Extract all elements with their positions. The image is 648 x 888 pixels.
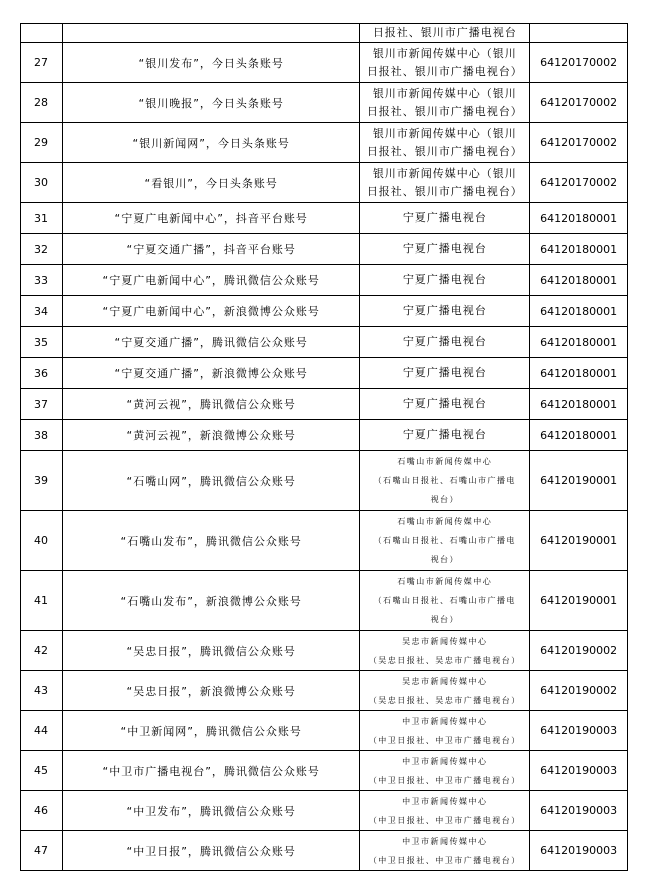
table-row bbox=[20, 451, 628, 511]
table-row bbox=[20, 671, 628, 711]
organization bbox=[360, 831, 530, 870]
table-row bbox=[20, 389, 628, 420]
organization bbox=[360, 163, 530, 202]
table-row bbox=[20, 24, 628, 43]
table-row bbox=[20, 203, 628, 234]
row-number: 29 bbox=[21, 123, 63, 162]
registration-code: 64120170002 bbox=[530, 163, 628, 202]
table-row bbox=[20, 571, 628, 631]
org-line: 日报社、银川市广播电视台 bbox=[372, 26, 517, 39]
account-name: “黄河云视”，新浪微博公众账号 bbox=[63, 420, 361, 450]
org-line: （石嘴山日报社、石嘴山市广播电 bbox=[373, 476, 517, 485]
account-name: “宁夏交通广播”，抖音平台账号 bbox=[63, 234, 361, 264]
account-name bbox=[63, 24, 361, 42]
table-row bbox=[20, 831, 628, 871]
account-name: “石嘴山发布”，腾讯微信公众账号 bbox=[63, 511, 361, 570]
org-line: （中卫日报社、中卫市广播电视台） bbox=[368, 815, 521, 825]
registration-code: 64120190003 bbox=[530, 711, 628, 750]
registration-code: 64120180001 bbox=[530, 265, 628, 295]
account-name: “吴忠日报”，新浪微博公众账号 bbox=[63, 671, 361, 710]
organization bbox=[360, 24, 530, 42]
org-line: 银川市新闻传媒中心（银川 bbox=[372, 126, 517, 140]
table-row bbox=[20, 123, 628, 163]
registration-code: 64120190002 bbox=[530, 631, 628, 670]
registration-code: 64120190003 bbox=[530, 791, 628, 830]
registration-code: 64120190002 bbox=[530, 671, 628, 710]
row-number: 44 bbox=[21, 711, 63, 750]
org-line: 宁夏广播电视台 bbox=[402, 428, 487, 441]
org-line: （石嘴山日报社、石嘴山市广播电 bbox=[373, 596, 517, 605]
table-row bbox=[20, 631, 628, 671]
table-body bbox=[20, 43, 628, 871]
row-number: 35 bbox=[21, 327, 63, 357]
registration-code: 64120170002 bbox=[530, 123, 628, 162]
row-number: 36 bbox=[21, 358, 63, 388]
org-line: 宁夏广播电视台 bbox=[402, 273, 487, 286]
org-line: （吴忠日报社、吴忠市广播电视台） bbox=[368, 655, 521, 665]
org-line: （中卫日报社、中卫市广播电视台） bbox=[368, 855, 521, 865]
organization bbox=[360, 791, 530, 830]
registration-code: 64120180001 bbox=[530, 389, 628, 419]
organization bbox=[360, 389, 530, 419]
table-row bbox=[20, 711, 628, 751]
table-row bbox=[20, 358, 628, 389]
org-line: 宁夏广播电视台 bbox=[402, 366, 487, 379]
row-number: 42 bbox=[21, 631, 63, 670]
account-name: “中卫市广播电视台”，腾讯微信公众账号 bbox=[63, 751, 361, 790]
org-line: （石嘴山日报社、石嘴山市广播电 bbox=[373, 536, 517, 545]
org-line: 银川市新闻传媒中心（银川 bbox=[372, 86, 517, 100]
org-line: 石嘴山市新闻传媒中心 bbox=[397, 577, 493, 586]
account-name: “黄河云视”，腾讯微信公众账号 bbox=[63, 389, 361, 419]
row-number: 31 bbox=[21, 203, 63, 233]
row-number: 39 bbox=[21, 451, 63, 510]
org-line: 宁夏广播电视台 bbox=[402, 335, 487, 348]
org-line: 视台） bbox=[430, 555, 460, 564]
table-row bbox=[20, 296, 628, 327]
row-number: 43 bbox=[21, 671, 63, 710]
table-row bbox=[20, 234, 628, 265]
registration-code: 64120180001 bbox=[530, 296, 628, 326]
registration-code bbox=[530, 24, 628, 42]
org-line: 中卫市新闻传媒中心 bbox=[402, 796, 488, 806]
org-line: 宁夏广播电视台 bbox=[402, 242, 487, 255]
account-name: “宁夏广电新闻中心”，抖音平台账号 bbox=[63, 203, 361, 233]
account-name: “银川晚报”，今日头条账号 bbox=[63, 83, 361, 122]
row-number bbox=[21, 24, 63, 42]
row-number: 27 bbox=[21, 43, 63, 82]
organization bbox=[360, 358, 530, 388]
org-line: 中卫市新闻传媒中心 bbox=[402, 836, 488, 846]
organization bbox=[360, 265, 530, 295]
org-line: 宁夏广播电视台 bbox=[402, 397, 487, 410]
organization bbox=[360, 671, 530, 710]
account-name: “宁夏广电新闻中心”，腾讯微信公众账号 bbox=[63, 265, 361, 295]
organization bbox=[360, 123, 530, 162]
row-number: 33 bbox=[21, 265, 63, 295]
row-number: 45 bbox=[21, 751, 63, 790]
row-number: 38 bbox=[21, 420, 63, 450]
org-line: 石嘴山市新闻传媒中心 bbox=[397, 517, 493, 526]
organization bbox=[360, 327, 530, 357]
table-row bbox=[20, 163, 628, 203]
row-number: 32 bbox=[21, 234, 63, 264]
registration-code: 64120180001 bbox=[530, 420, 628, 450]
account-name: “吴忠日报”，腾讯微信公众账号 bbox=[63, 631, 361, 670]
organization bbox=[360, 43, 530, 82]
account-name: “看银川”，今日头条账号 bbox=[63, 163, 361, 202]
organization bbox=[360, 296, 530, 326]
org-line: 吴忠市新闻传媒中心 bbox=[402, 636, 488, 646]
org-line: 视台） bbox=[430, 495, 460, 504]
registration-code: 64120190003 bbox=[530, 751, 628, 790]
registration-code: 64120190001 bbox=[530, 451, 628, 510]
account-name: “石嘴山发布”，新浪微博公众账号 bbox=[63, 571, 361, 630]
table-row bbox=[20, 791, 628, 831]
org-line: 日报社、银川市广播电视台） bbox=[366, 104, 523, 118]
organization bbox=[360, 711, 530, 750]
registration-code: 64120190001 bbox=[530, 511, 628, 570]
row-number: 34 bbox=[21, 296, 63, 326]
registration-code: 64120170002 bbox=[530, 43, 628, 82]
registration-code: 64120170002 bbox=[530, 83, 628, 122]
table-row bbox=[20, 265, 628, 296]
registration-code: 64120180001 bbox=[530, 358, 628, 388]
org-line: 宁夏广播电视台 bbox=[402, 304, 487, 317]
account-name: “银川新闻网”，今日头条账号 bbox=[63, 123, 361, 162]
account-name: “银川发布”，今日头条账号 bbox=[63, 43, 361, 82]
organization bbox=[360, 511, 530, 570]
organization bbox=[360, 203, 530, 233]
account-name: “中卫新闻网”，腾讯微信公众账号 bbox=[63, 711, 361, 750]
account-name: “石嘴山网”，腾讯微信公众账号 bbox=[63, 451, 361, 510]
organization bbox=[360, 751, 530, 790]
org-line: 银川市新闻传媒中心（银川 bbox=[372, 46, 517, 60]
registration-code: 64120180001 bbox=[530, 203, 628, 233]
organization bbox=[360, 420, 530, 450]
table-row bbox=[20, 327, 628, 358]
registration-code: 64120180001 bbox=[530, 327, 628, 357]
registration-code: 64120190003 bbox=[530, 831, 628, 870]
org-line: 日报社、银川市广播电视台） bbox=[366, 184, 523, 198]
org-line: （中卫日报社、中卫市广播电视台） bbox=[368, 735, 521, 745]
org-line: （中卫日报社、中卫市广播电视台） bbox=[368, 775, 521, 785]
registration-code: 64120190001 bbox=[530, 571, 628, 630]
table-row bbox=[20, 420, 628, 451]
row-number: 30 bbox=[21, 163, 63, 202]
accounts-table bbox=[20, 23, 628, 871]
account-name: “宁夏广电新闻中心”，新浪微博公众账号 bbox=[63, 296, 361, 326]
org-line: 视台） bbox=[430, 615, 460, 624]
row-number: 47 bbox=[21, 831, 63, 870]
row-number: 40 bbox=[21, 511, 63, 570]
org-line: 日报社、银川市广播电视台） bbox=[366, 64, 523, 78]
organization bbox=[360, 234, 530, 264]
registration-code: 64120180001 bbox=[530, 234, 628, 264]
account-name: “中卫发布”，腾讯微信公众账号 bbox=[63, 791, 361, 830]
org-line: 宁夏广播电视台 bbox=[402, 211, 487, 224]
row-number: 37 bbox=[21, 389, 63, 419]
org-line: （吴忠日报社、吴忠市广播电视台） bbox=[368, 695, 521, 705]
organization bbox=[360, 83, 530, 122]
table-row bbox=[20, 751, 628, 791]
account-name: “宁夏交通广播”，腾讯微信公众账号 bbox=[63, 327, 361, 357]
row-number: 28 bbox=[21, 83, 63, 122]
org-line: 中卫市新闻传媒中心 bbox=[402, 716, 488, 726]
organization bbox=[360, 571, 530, 630]
organization bbox=[360, 631, 530, 670]
row-number: 41 bbox=[21, 571, 63, 630]
account-name: “中卫日报”，腾讯微信公众账号 bbox=[63, 831, 361, 870]
org-line: 石嘴山市新闻传媒中心 bbox=[397, 457, 493, 466]
table-row bbox=[20, 43, 628, 83]
org-line: 中卫市新闻传媒中心 bbox=[402, 756, 488, 766]
table-row bbox=[20, 511, 628, 571]
org-line: 吴忠市新闻传媒中心 bbox=[402, 676, 488, 686]
row-number: 46 bbox=[21, 791, 63, 830]
org-line: 日报社、银川市广播电视台） bbox=[366, 144, 523, 158]
account-name: “宁夏交通广播”，新浪微博公众账号 bbox=[63, 358, 361, 388]
table-row bbox=[20, 83, 628, 123]
organization bbox=[360, 451, 530, 510]
org-line: 银川市新闻传媒中心（银川 bbox=[372, 166, 517, 180]
